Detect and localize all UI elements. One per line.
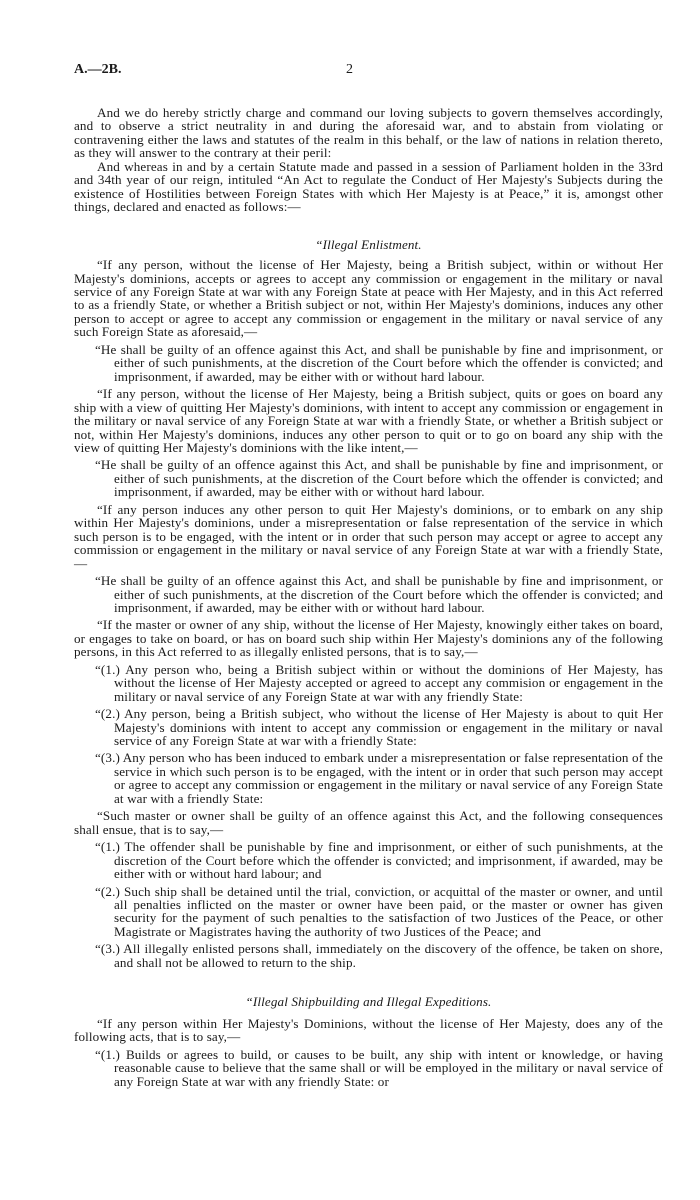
paragraph: “Such master or owner shall be guilty of an offence against this Act, and the following consequences shall ensue, that is to say,— (74, 808, 663, 837)
sub-clause: “(1.) Builds or agrees to build, or causes to be built, any ship with intent or knowledge, or having reasonable cause to believe that the same shall or will be employed in the military or naval service of any Foreign State at war with any friendly State: or (95, 1046, 663, 1089)
sub-clause: “(3.) All illegally enlisted persons shall, immediately on the discovery of the offence, be taken on shore, and shall not be allowed to return to the ship. (95, 941, 663, 970)
paragraph: And whereas in and by a certain Statute made and passed in a session of Parliament holden in the 33rd and 34th year of our reign, intituled “An Act to regulate the Conduct of Her Majesty's Subjects during the existence of Hostilities between Foreign States with which Her Majesty is at Peace,” it is, amongst other things, declared and enacted as follows:— (74, 158, 663, 215)
sub-clause: “(1.) The offender shall be punishable by fine and imprisonment, or either of such punishments, at the discretion of the Court before which the offender is convicted; and imprisonment, if awarded, may be either with or without hard labour; and (95, 839, 663, 882)
paragraph: “If any person within Her Majesty's Dominions, without the license of Her Majesty, does any of the following acts, that is to say,— (74, 1015, 663, 1045)
paragraph: “If any person, without the license of Her Majesty, being a British subject, within or without Her Majesty's dominions, accepts or agrees to accept any commission or engagement in the military or naval service of any Foreign State at war with any Foreign State at peace with Her Majesty, and in this Act referred to as a friendly State, or whether a British subject or not, within Her Majesty's dominions, induces any other person to accept or agree to accept any commission or engagement in the military or naval service of any such Foreign State as aforesaid,— (74, 257, 663, 340)
sub-clause: “(3.) Any person who has been induced to embark under a misrepresentation or false representation of the service in which such person is to be engaged, with the intent or in order that such person may accept or agree to accept any commission or engagement in the military or naval service of any Foreign State at war with a friendly State: (95, 750, 663, 806)
sub-clause: “(1.) Any person who, being a British subject within or without the dominions of Her Majesty, has without the license of Her Majesty accepted or agreed to accept any commision or engagement in the military or naval service of any Foreign State at war with any friendly State: (95, 661, 663, 704)
page-number: 2 (346, 62, 353, 77)
page-header (74, 62, 663, 80)
section-heading: “Illegal Enlistment. (315, 236, 422, 252)
document-body (74, 106, 663, 1088)
paragraph: And we do hereby strictly charge and command our loving subjects to govern themselves accordingly, and to observe a strict neutrality in and during the aforesaid war, and to abstain from violating or contravening either the laws and statutes of the realm in this behalf, or the law of nations in relation thereto, as they will answer to the contrary at their peril: (74, 105, 663, 161)
paragraph: “If the master or owner of any ship, without the license of Her Majesty, knowingly either takes on board, or engages to take on board, or has on board such ship within Her Majesty's dominions any of the following persons, in this Act referred to as illegally enlisted persons, that is to say,— (74, 617, 663, 660)
paragraph: “If any person, without the license of Her Majesty, being a British subject, quits or goes on board any ship with a view of quitting Her Majesty's dominions, with intent to accept any commission or engagement in the military or naval service of any Foreign State at war with a friendly State, or whether a British subject or not, within Her Majesty's dominions, induces any other person to quit or to go on board any ship with the view of quitting Her Majesty's dominions with the like intent,— (74, 386, 663, 455)
document-reference: A.—2B. (74, 62, 122, 77)
paragraph: “If any person induces any other person to quit Her Majesty's dominions, or to embark on any ship within Her Majesty's dominions, under a misrepresentation or false representation of the service in which such person is to be engaged, with the intent or in order that such person may accept or agree to accept any commission or engagement in the military or naval service of any Foreign State at war with a friendly State,— (74, 501, 663, 571)
sub-clause: “(2.) Any person, being a British subject, who without the license of Her Majesty is about to quit Her Majesty's dominions with intent to accept any commission or engagement in the military or naval service of any Foreign State at war with a friendly State: (95, 706, 663, 749)
sub-clause: “He shall be guilty of an offence against this Act, and shall be punishable by fine and imprisonment, or either of such punishments, at the discretion of the Court before which the offender is convicted; and imprisonment, if awarded, may be either with or without hard labour. (95, 573, 663, 615)
sub-clause: “(2.) Such ship shall be detained until the trial, conviction, or acquittal of the master or owner, and until all penalties inflicted on the master or owner have been paid, or the master or owner has given security for the payment of such penalties to the satisfaction of two Justices of the Peace, or other Magistrate or Magistrates having the authority of two Justices of the Peace; and (95, 883, 663, 939)
sub-clause: “He shall be guilty of an offence against this Act, and shall be punishable by fine and imprisonment, or either of such punishments, at the discretion of the Court before which the offender is convicted; and imprisonment, if awarded, may be either with or without hard labour. (95, 457, 663, 500)
section-heading: “Illegal Shipbuilding and Illegal Expeditions. (245, 994, 492, 1010)
sub-clause: “He shall be guilty of an offence against this Act, and shall be punishable by fine and imprisonment, or either of such punishments, at the discretion of the Court before which the offender is convicted; and imprisonment, if awarded, may be either with or without hard labour. (95, 341, 663, 384)
